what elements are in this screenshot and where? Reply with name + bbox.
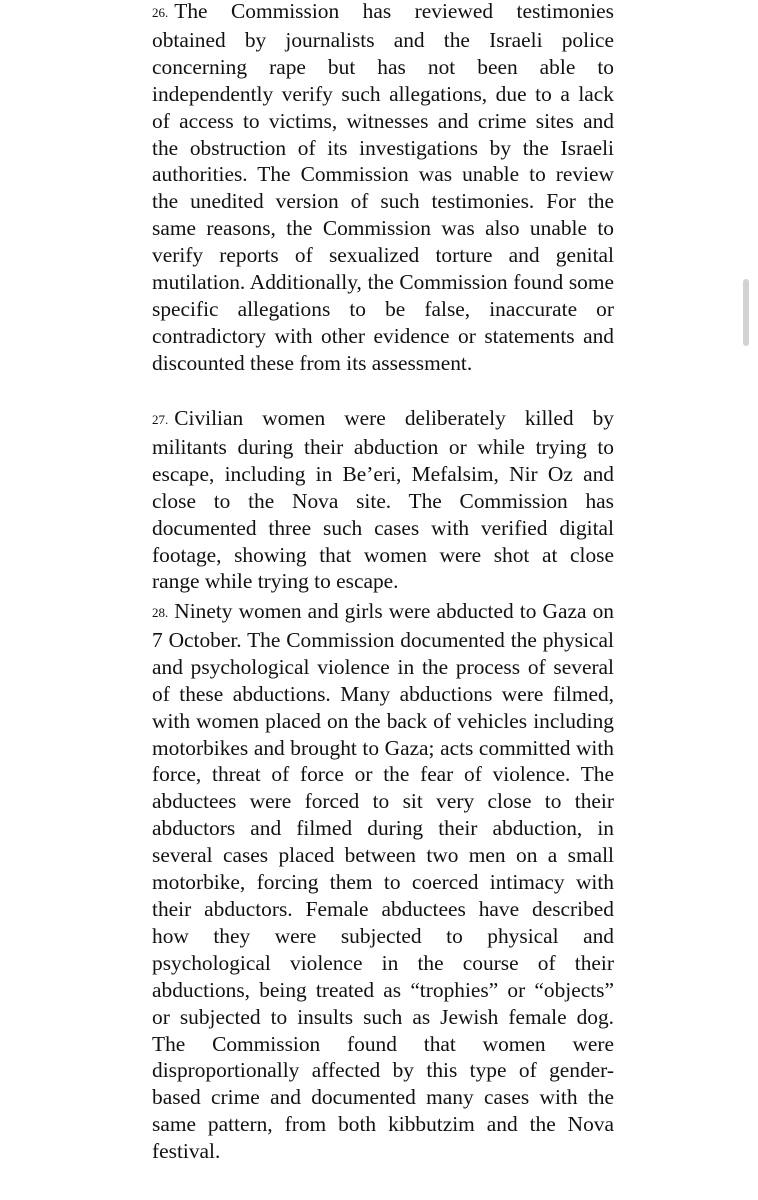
paragraph-number: 26.: [152, 5, 169, 20]
paragraph-number: 27.: [152, 412, 169, 427]
paragraph-text: The Commission has reviewed testimonies obtained by journalists and the Israeli police concerning rape but has not been able to independently verify such allegations, due to a lack of access to victims, witnesses and crime sites and the obstruction of its investigations by the Israeli authorities. The Commission was unable to review the unedited version of such testimonies. For the same reasons, the Commission was also unable to verify reports of sexualized torture and genital mutilation. Additionally, the Commission found some specific allegations to be false, inaccurate or contradictory with other evidence or statements and discounted these from its assessment.: [152, 0, 614, 375]
paragraph-text: Ninety women and girls were abducted to Gaza on 7 October. The Commission documented the physical and psychological violence in the process of several of these abductions. Many abductions were filmed, with women placed on the back of vehicles including motorbikes and brought to Gaza; acts committed with force, threat of force or the fear of violence. The abductees were forced to sit very close to their abductors and filmed during their abduction, in several cases placed between two men on a small motorbike, forcing them to coerced intimacy with their abductors. Female abductees have described how they were subjected to physical and psychological violence in the course of their abductions, being treated as “trophies” or “objects” or subjected to insults such as Jewish female dog. The Commission found that women were disproportionally affected by this type of gender-based crime and documented many cases with the same pattern, from both kibbutzim and the Nova festival.: [152, 599, 614, 1164]
paragraph-27: [152, 405, 614, 595]
paragraph-28: [152, 598, 614, 1165]
paragraph-number: 28.: [152, 605, 169, 620]
scrollbar-thumb[interactable]: [743, 279, 749, 346]
paragraph-26: [152, 0, 614, 377]
paragraph-text: Civilian women were deliberately killed by militants during their abduction or while trying to escape, including in Be’eri, Mefalsim, Nir Oz and close to the Nova site. The Commission has documented three such cases with verified digital footage, showing that women were shot at close range while trying to escape.: [152, 406, 614, 594]
